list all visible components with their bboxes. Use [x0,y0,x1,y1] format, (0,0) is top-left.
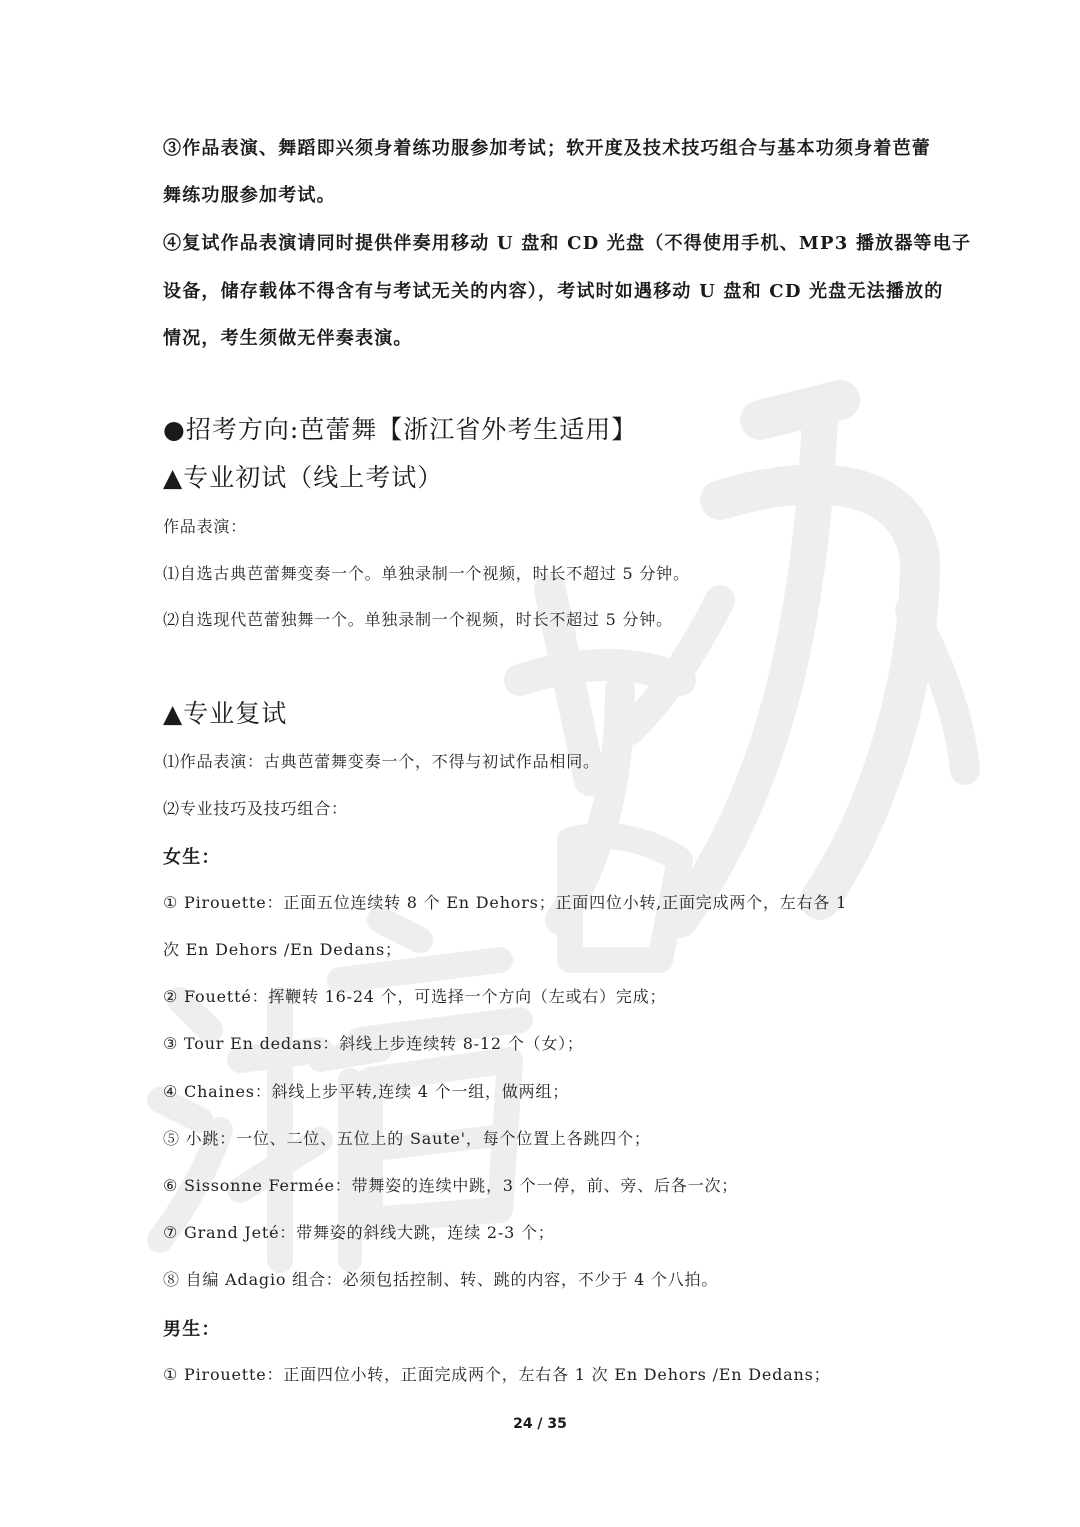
direction-heading: ●招考方向:芭蕾舞【浙江省外考生适用】 [163,415,638,444]
female-item-1-line-1: ① Pirouette：正面五位连续转 8 个 En Dehors；正面四位小转,正面完成两个，左右各 1 [163,893,848,912]
female-item-4: ④ Chaines：斜线上步平转,连续 4 个一组，做两组； [163,1082,570,1101]
paragraph-4-line-2: 设备，储存载体不得含有与考试无关的内容），考试时如遇移动 U 盘和 CD 光盘无法播放的 [163,281,944,302]
watermark-calligraphy [120,360,1020,1360]
female-item-3: ③ Tour En dedans：斜线上步连续转 8-12 个（女）； [163,1034,584,1053]
paragraph-3-line-2: 舞练功服参加考试。 [163,185,336,206]
retest-heading: ▲专业复试 [163,699,288,728]
female-item-1-line-2: 次 En Dehors /En Dedans； [163,940,402,959]
paragraph-4-line-3: 情况，考生须做无伴奏表演。 [163,328,413,349]
female-item-2: ② Fouetté：挥鞭转 16-24 个，可选择一个方向（左或右）完成； [163,987,667,1006]
male-item-1: ① Pirouette：正面四位小转，正面完成两个，左右各 1 次 En Dehors /En Dedans； [163,1365,831,1384]
female-item-7: ⑦ Grand Jeté：带舞姿的斜线大跳，连续 2-3 个； [163,1223,555,1242]
initial-exam-item-1: ⑴自选古典芭蕾舞变奏一个。单独录制一个视频，时长不超过 5 分钟。 [163,564,690,583]
initial-exam-label: 作品表演： [163,517,248,536]
paragraph-3-line-1: ③作品表演、舞蹈即兴须身着练功服参加考试；软开度及技术技巧组合与基本功须身着芭蕾 [163,138,931,159]
page-number: 24 / 35 [513,1416,567,1432]
female-item-5: ⑤ 小跳：一位、二位、五位上的 Saute'，每个位置上各跳四个； [163,1129,651,1148]
paragraph-4-line-1: ④复试作品表演请同时提供伴奏用移动 U 盘和 CD 光盘（不得使用手机、MP3 播放器等电子 [163,233,972,254]
retest-item-1: ⑴作品表演：古典芭蕾舞变奏一个，不得与初试作品相同。 [163,752,600,771]
male-label: 男生： [163,1319,221,1340]
initial-exam-heading: ▲专业初试（线上考试） [163,463,444,492]
initial-exam-item-2: ⑵自选现代芭蕾独舞一个。单独录制一个视频，时长不超过 5 分钟。 [163,610,673,629]
female-item-8: ⑧ 自编 Adagio 组合：必须包括控制、转、跳的内容，不少于 4 个八拍。 [163,1270,719,1289]
female-item-6: ⑥ Sissonne Fermée：带舞姿的连续中跳，3 个一停，前、旁、后各一次； [163,1176,739,1195]
female-label: 女生： [163,847,221,868]
retest-item-2: ⑵专业技巧及技巧组合： [163,799,348,818]
